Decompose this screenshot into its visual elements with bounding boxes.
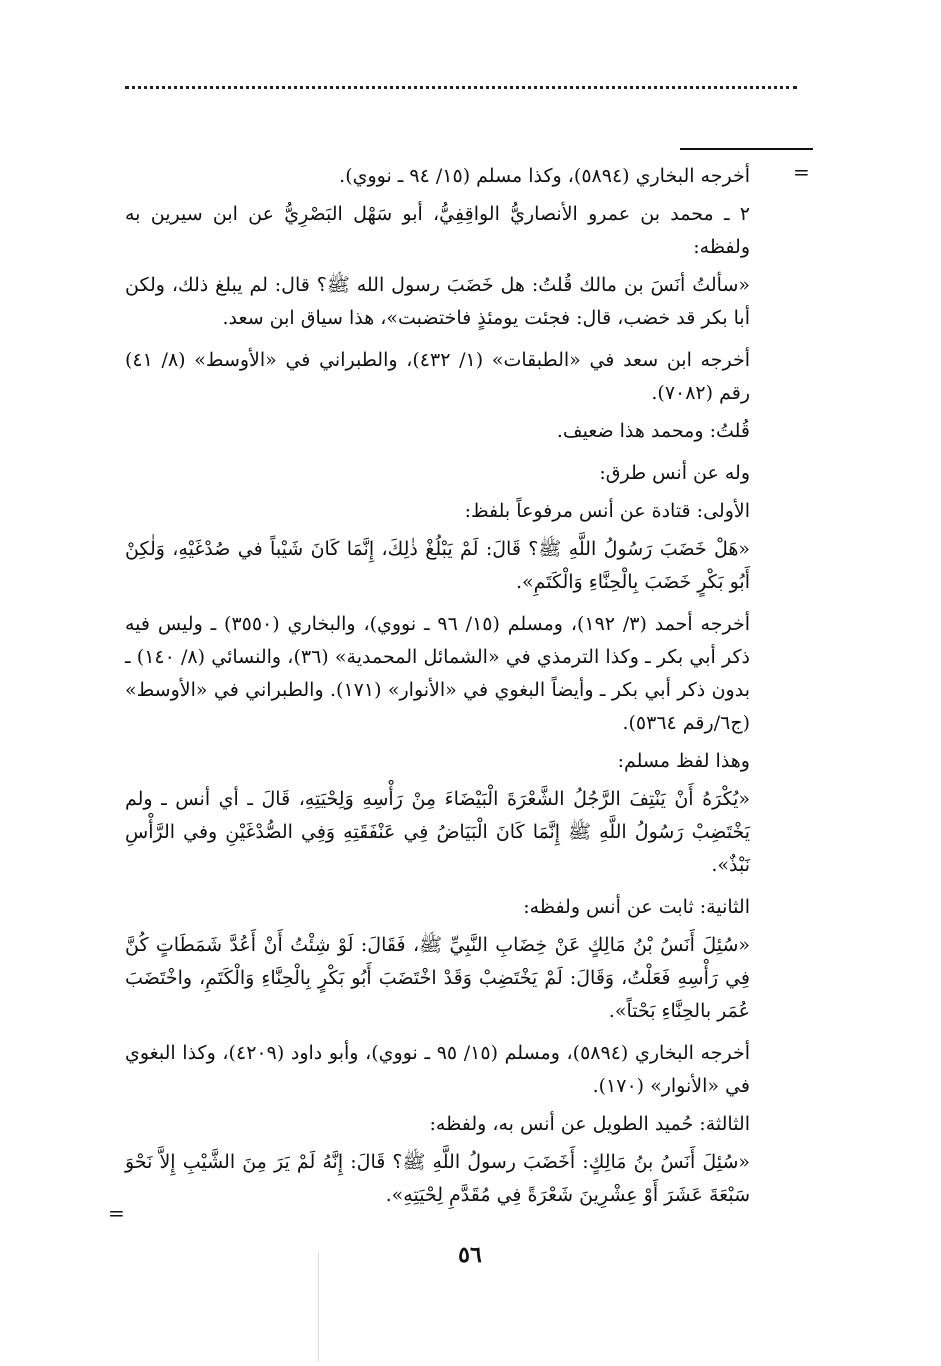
continuation-mark-bottom: = xyxy=(108,1201,125,1225)
paragraph: «سُئِلَ أَنَسُ بنُ مَالِكٍ: أَخَضَبَ رسولُ اللَّهِ ﷺ؟ قَالَ: إِنَّهُ لَمْ يَرَ مِنَ الشَّيْبِ إِلاَّ نَحْوَ سَبْعَةَ عَشَرَ أَوْ عِشْرِينَ شَعْرَةً فِي مُقَدَّمِ لِحْيَتِهِ». xyxy=(125,1151,750,1206)
footnote-text xyxy=(125,160,750,1217)
paragraph: «يُكْرَهُ أَنْ يَنْتِفَ الرَّجُلُ الشَّعْرَةَ الْبَيْضَاءَ مِنْ رَأْسِهِ وَلِحْيَتِهِ، قَالَ ـ أي أنس ـ ولم يَخْتَضِبْ رَسُولُ اللَّهِ ﷺ إِنَّمَا كَانَ الْبَيَاضُ فِي عَنْفَقَتِهِ وَفِي الصُّدْغَيْنِ وفي الرَّأْسِ نَبْذٌ». xyxy=(125,788,750,876)
continuation-mark-top: = xyxy=(793,160,810,184)
page-number: ٥٦ xyxy=(458,1242,482,1268)
paragraph: أخرجه أحمد (٣/ ١٩٢)، ومسلم (١٥/ ٩٦ ـ نووي)، والبخاري (٣٥٥٠) ـ وليس فيه ذكر أبي بكر ـ وكذا الترمذي في «الشمائل المحمدية» (٣٦)، والنسائي (٨/ ١٤٠) ـ بدون ذكر أبي بكر ـ وأيضاً البغوي في «الأنوار» (١٧١). والطبراني في «الأوسط» (ج٦/رقم ٥٣٦٤). xyxy=(125,613,750,734)
paragraph: «سألتُ أنَسَ بن مالك قُلتُ: هل خَضَبَ رسول الله ﷺ؟ قال: لم يبلغ ذلك، ولكن أبا بكر قد خضب، قال: فجئت يومئذٍ فاختضبت»، هذا سياق ابن سعد. xyxy=(125,274,750,329)
paragraph: الأولى: قتادة عن أنس مرفوعاً بلفظ: xyxy=(464,500,750,522)
paragraph: وهذا لفظ مسلم: xyxy=(617,750,750,772)
paragraph: «سُئِلَ أَنَسُ بْنُ مَالِكٍ عَنْ خِضَابِ النَّبِيِّ ﷺ، فَقَالَ: لَوْ شِئْتُ أَنْ أَعُدَّ شَمَطَاتٍ كُنَّ فِي رَأْسِهِ فَعَلْتُ، وَقَالَ: لَمْ يَخْتَضِبْ وَقَدْ اخْتَضَبَ أَبُو بَكْرٍ بِالْحِنَّاءِ وَالْكَتَمِ، واخْتَضَبَ عُمَر بالحِنَّاءِ بَحْتاً». xyxy=(125,934,750,1022)
gutter-line xyxy=(318,1252,319,1362)
paragraph: «هَلْ خَضَبَ رَسُولُ اللَّهِ ﷺ؟ قَالَ: لَمْ يَبْلُغْ ذٰلِكَ، إِنَّمَا كَانَ شَيْباً في صُدْغَيْهِ، وَلٰكِنْ أَبُو بَكْرٍ خَضَبَ بِالْحِنَّاءِ وَالْكَتَمِ». xyxy=(125,538,750,593)
paragraph: الثالثة: حُميد الطويل عن أنس به، ولفظه: xyxy=(429,1113,750,1135)
paragraph: قُلتُ: ومحمد هذا ضعيف. xyxy=(556,420,750,442)
paragraph: أخرجه البخاري (٥٨٩٤)، ومسلم (١٥/ ٩٥ ـ نووي)، وأبو داود (٤٢٠٩)، وكذا البغوي في «الأنوار» (١٧٠). xyxy=(125,1042,750,1097)
paragraph: الثانية: ثابت عن أنس ولفظه: xyxy=(523,896,750,918)
footnote-rule xyxy=(680,148,813,150)
paragraph: ٢ ـ محمد بن عمرو الأنصاريُّ الواقِفِيُّ، أبو سَهْل البَصْرِيُّ عن ابن سيرين به ولفظه: xyxy=(125,203,750,258)
dotted-separator xyxy=(125,86,797,89)
paragraph: أخرجه ابن سعد في «الطبقات» (١/ ٤٣٢)، والطبراني في «الأوسط» (٨/ ٤١) رقم (٧٠٨٢). xyxy=(125,349,750,404)
paragraph: أخرجه البخاري (٥٨٩٤)، وكذا مسلم (١٥/ ٩٤ ـ نووي). xyxy=(339,165,750,187)
paragraph: وله عن أنس طرق: xyxy=(599,462,750,484)
